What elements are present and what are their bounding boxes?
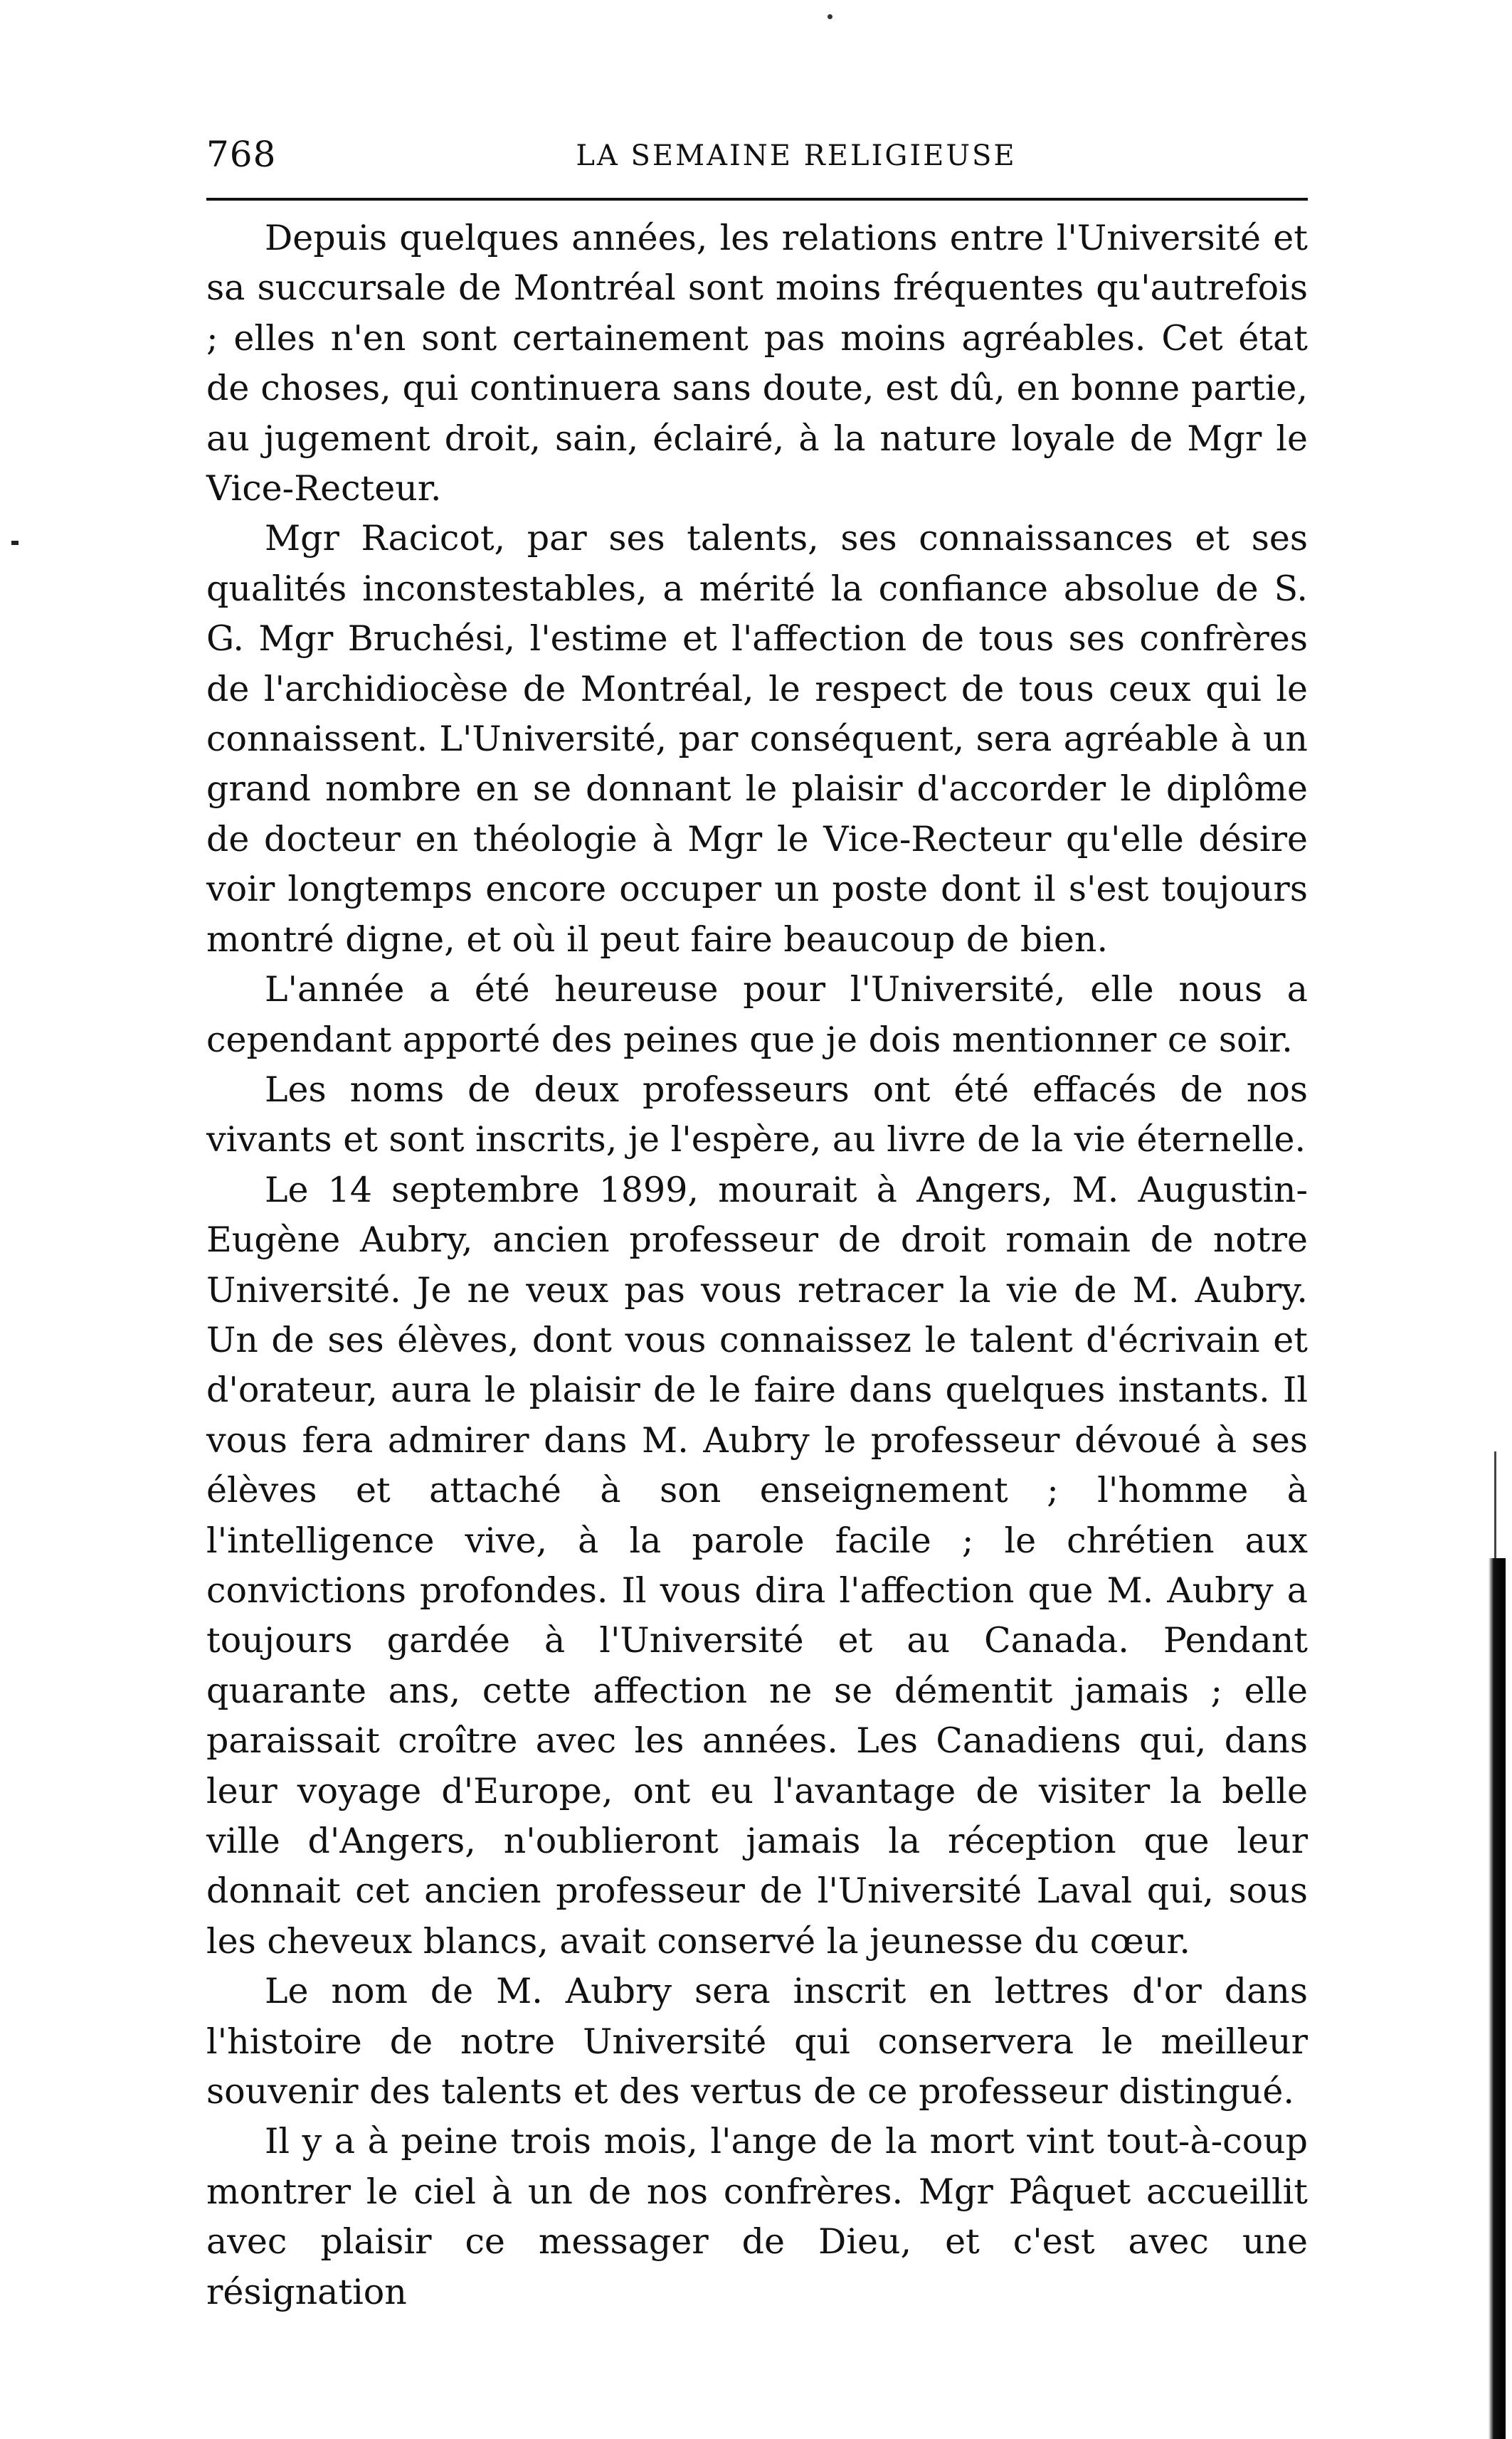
paragraph-3: L'année a été heureuse pour l'Université, elle nous a cependant apporté des peines que je dois mentionner ce soir. [206, 969, 1308, 1060]
scan-speck [828, 14, 832, 19]
paragraph-6: Le nom de M. Aubry sera inscrit en lettres d'or dans l'histoire de notre Université qui conservera le meilleur souvenir des talents et des vertus de ce professeur distingué. [206, 1971, 1308, 2112]
page-header [206, 128, 1308, 199]
paragraph-4: Les noms de deux professeurs ont été effacés de nos vivants et sont inscrits, je l'espère, au livre de la vie éternelle. [206, 1069, 1308, 1160]
header-rule [206, 198, 1308, 201]
body-text [206, 213, 1308, 2317]
paragraph-7: Il y a à peine trois mois, l'ange de la mort vint tout-à-coup montrer le ciel à un de nos confrères. Mgr Pâquet accueillit avec plaisir ce messager de Dieu, et c'est avec une résignation [206, 2121, 1308, 2312]
page-number: 768 [206, 134, 277, 175]
paragraph-2: Mgr Racicot, par ses talents, ses connaissances et ses qualités inconstestables, a mérité la confiance absolue de S. G. Mgr Bruchési, l'estime et l'affection de tous ses confrères de l'archidiocèse de Montréal, le respect de tous ceux qui le connaissent. L'Université, par conséquent, sera agréable à un grand nombre en se donnant le plaisir d'accorder le diplôme de docteur en théologie à Mgr le Vice-Recteur qu'elle désire voir longtemps encore occuper un poste dont il s'est toujours montré digne, et où il peut faire beaucoup de bien. [206, 518, 1308, 960]
margin-mark [11, 541, 18, 545]
paragraph-5: Le 14 septembre 1899, mourait à Angers, M. Augustin-Eugène Aubry, ancien professeur de droit romain de notre Université. Je ne veux pas vous retracer la vie de M. Aubry. Un de ses élèves, dont vous connaissez le talent d'écrivain et d'orateur, aura le plaisir de le faire dans quelques instants. Il vous fera admirer dans M. Aubry le professeur dévoué à ses élèves et attaché à son enseignement ; l'homme à l'intelligence vive, à la parole facile ; le chrétien aux convictions profondes. Il vous dira l'affection que M. Aubry a toujours gardée à l'Université et au Canada. Pendant quarante ans, cette affection ne se démentit jamais ; elle paraissait croître avec les années. Les Canadiens qui, dans leur voyage d'Europe, ont eu l'avantage de visiter la belle ville d'Angers, n'oublieront jamais la réception que leur donnait cet ancien professeur de l'Université Laval qui, sous les cheveux blancs, avait conservé la jeunesse du cœur. [206, 1169, 1308, 1962]
binding-shadow [1489, 1558, 1506, 2439]
binding-shadow-line [1494, 1451, 1496, 1558]
paragraph-1: Depuis quelques années, les relations entre l'Université et sa succursale de Montréal sont moins fréquentes qu'autrefois ; elles n'en sont certainement pas moins agréables. Cet état de choses, qui continuera sans doute, est dû, en bonne partie, au jugement droit, sain, éclairé, à la nature loyale de Mgr le Vice-Recteur. [206, 218, 1308, 509]
running-title: LA SEMAINE RELIGIEUSE [576, 139, 1017, 172]
